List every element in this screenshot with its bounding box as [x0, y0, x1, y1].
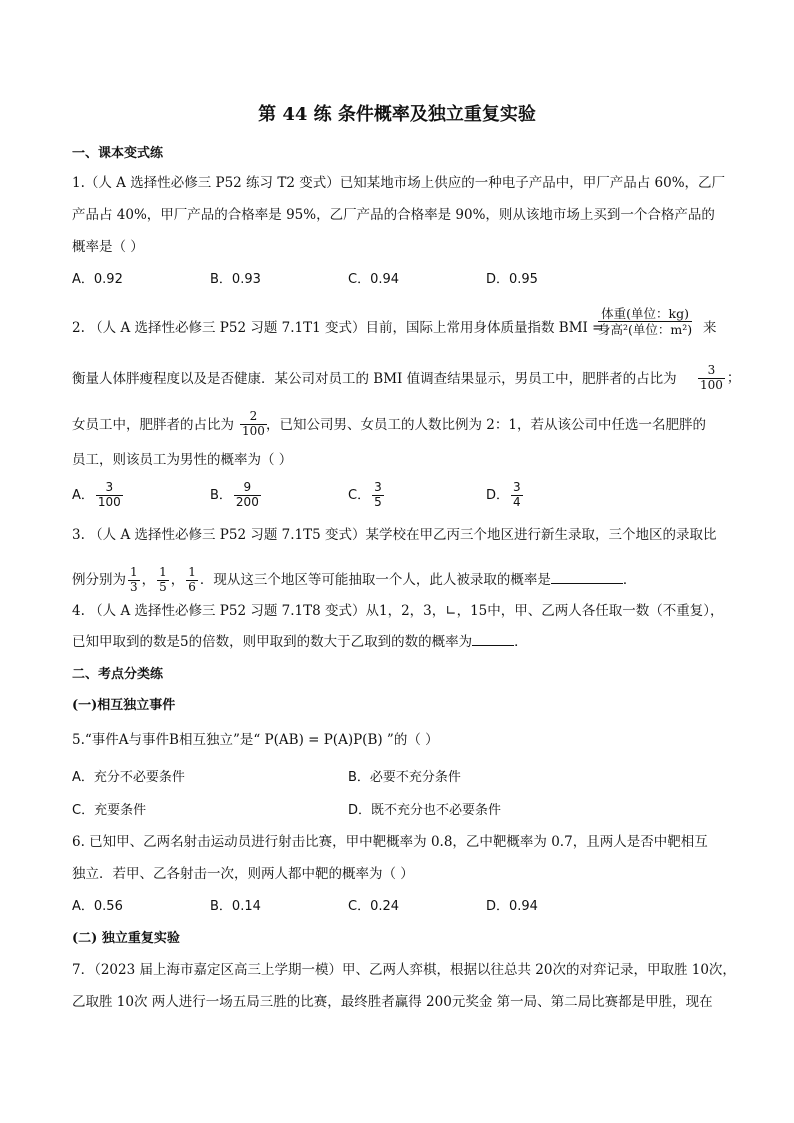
- q5-option-d: D．既不充分也不必要条件: [348, 803, 502, 818]
- q1-line1: 1.（人 A 选择性必修三 P52 练习 T2 变式）已知某地市场上供应的一种电子产品中，甲厂产品占 60%，乙厂: [72, 175, 726, 191]
- q2-line3-end: ，已知公司男、女员工的人数比例为 2：1，若从该公司中任选一名肥胖的: [266, 417, 706, 433]
- q3-line1: 3. （人 A 选择性必修三 P52 习题 7.1T5 变式）某学校在甲乙丙三个地区进行新生录取，三个地区的录取比: [72, 527, 717, 543]
- q2-option-a: A． $\frac{3}{100}$: [72, 480, 121, 509]
- answer-blank: [472, 645, 514, 646]
- q1-option-b: B．0.93: [210, 272, 261, 287]
- q2-option-c: C． $\frac{3}{5}$: [348, 480, 382, 509]
- q6-option-c: C．0.24: [348, 899, 400, 914]
- q2-fraction-male: $\frac{3}{100}$ ；: [700, 363, 741, 392]
- q3-fraction-2: $\frac{1}{5}$: [159, 565, 167, 594]
- q2-option-d: D． $\frac{3}{4}$: [486, 480, 521, 509]
- q4-line1: 4. （人 A 选择性必修三 P52 习题 7.1T8 变式）从1，2，3，∟，15中，甲、乙两人各任取一数（不重复），: [72, 603, 724, 619]
- q1-option-a: A．0.92: [72, 272, 123, 287]
- q5-option-c: C．充要条件: [72, 803, 147, 818]
- q2-line4: 员工，则该员工为男性的概率为（ ）: [72, 452, 293, 468]
- q6-option-a: A．0.56: [72, 899, 123, 914]
- q6-option-d: D．0.94: [486, 899, 538, 914]
- section-heading: 二、考点分类练: [72, 667, 164, 682]
- q2-line1-end: 来: [703, 320, 717, 336]
- bmi-formula: [598, 306, 692, 337]
- q6-line2: 独立．若甲、乙各射击一次，则两人都中靶的概率为（ ）: [72, 866, 414, 882]
- q7-line2: 乙取胜 10次 两人进行一场五局三胜的比赛，最终胜者赢得 200元奖金 第一局、第二局比赛都是甲胜，现在: [72, 994, 713, 1010]
- subsection-heading: (二) 独立重复实验: [72, 931, 180, 946]
- q1-line2: 产品占 40%，甲厂产品的合格率是 95%，乙厂产品的合格率是 90%，则从该地市场上买到一个合格产品的: [72, 207, 715, 223]
- bmi-numerator: 体重(单位：kg): [601, 306, 689, 321]
- q7-line1: 7．（2023 届上海市嘉定区高三上学期一模）甲、乙两人弈棋，根据以往总共 20次的对弈记录，甲取胜 10次，: [72, 962, 736, 978]
- q2-line2: 衡量人体胖瘦程度以及是否健康．某公司对员工的 BMI 值调查结果显示，男员工中，肥胖者的占比为: [72, 371, 677, 387]
- q2-fraction-female: $\frac{2}{100}$: [242, 409, 265, 438]
- q2-option-b: B． $\frac{9}{200}$: [210, 480, 259, 509]
- q2-line1: 2. （人 A 选择性必修三 P52 习题 7.1T1 变式）目前，国际上常用身体质量指数 BMI =: [72, 320, 604, 336]
- q2-line3-start: 女员工中，肥胖者的占比为: [72, 417, 234, 433]
- q1-line3: 概率是（ ）: [72, 239, 144, 255]
- q1-option-d: D．0.95: [486, 272, 538, 287]
- subsection-heading: (一)相互独立事件: [72, 698, 176, 713]
- q3-fraction-1: $\frac{1}{3}$: [130, 565, 138, 594]
- q4-line2: 已知甲取到的数是5的倍数，则甲取到的数大于乙取到的数的概率为 ．: [72, 634, 528, 650]
- q3-line2: 例分别为 $\frac{1}{3}$ ， $\frac{1}{5}$ ， $\frac{1}{6}$ ．现从这三个地区等可能抽取一个人，此人被录取的概率是 ．: [72, 565, 637, 594]
- q5-line1: 5.“事件A与事件B相互独立”是“ P(AB) = P(A)P(B) ”的（ ）: [72, 732, 439, 748]
- q6-line1: 6. 已知甲、乙两名射击运动员进行射击比赛，甲中靶概率为 0.8，乙中靶概率为 0.7，且两人是否中靶相互: [72, 834, 708, 850]
- q1-option-c: C．0.94: [348, 272, 400, 287]
- answer-blank: [551, 583, 623, 584]
- section-heading: 一、课本变式练: [72, 146, 164, 161]
- bmi-denominator: 身高²(单位：m²): [598, 322, 693, 337]
- q3-fraction-3: $\frac{1}{6}$: [188, 565, 196, 594]
- page-title: 第 44 练 条件概率及独立重复实验: [258, 104, 536, 125]
- q5-option-a: A．充分不必要条件: [72, 770, 185, 785]
- q5-option-b: B．必要不充分条件: [348, 770, 461, 785]
- q6-option-b: B．0.14: [210, 899, 261, 914]
